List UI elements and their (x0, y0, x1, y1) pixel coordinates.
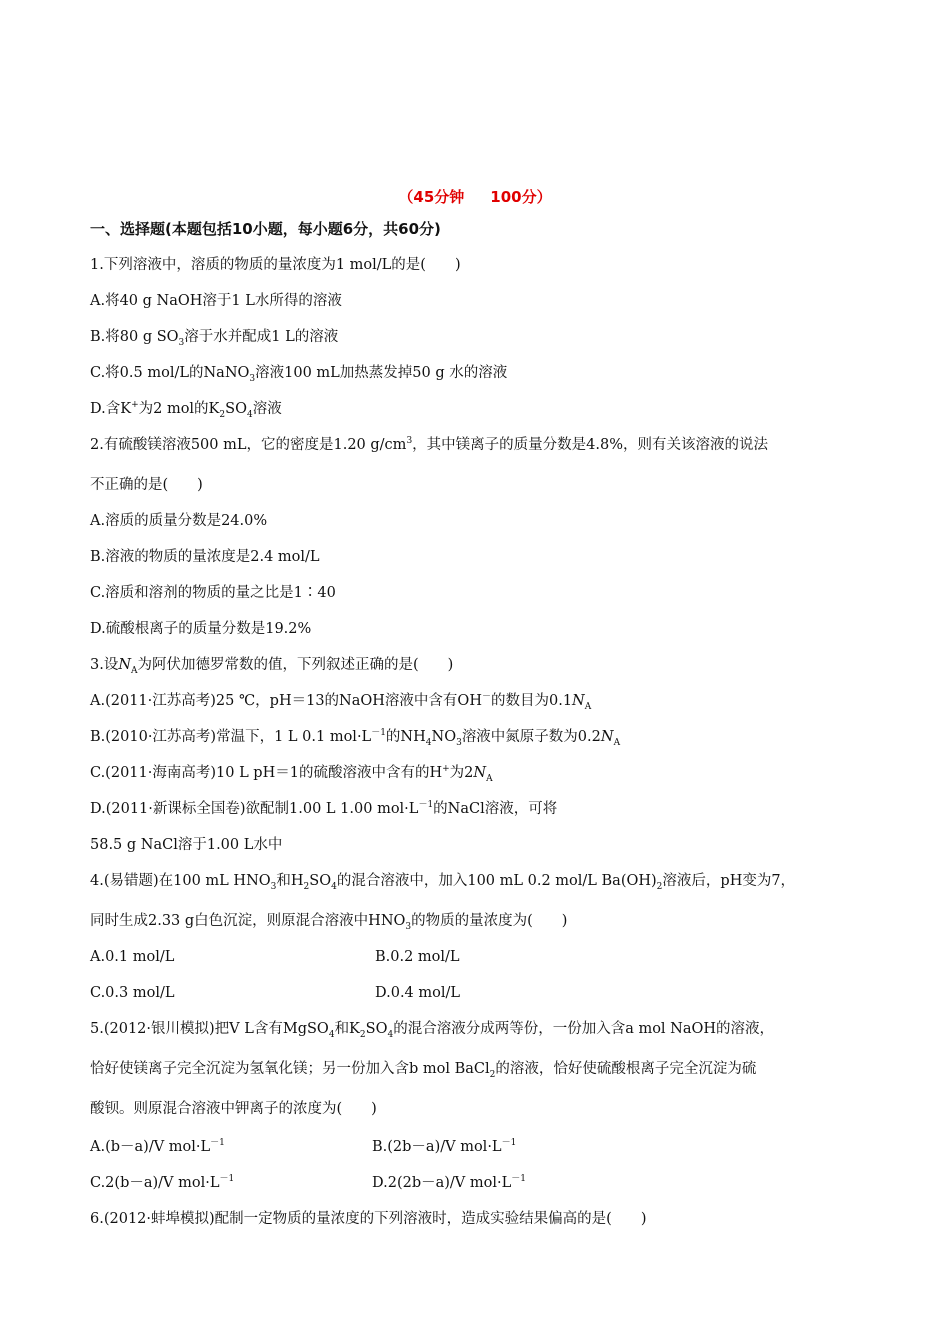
q1-option-d: D.含K+为2 mol的$K_2SO_4$溶液 (90, 400, 282, 420)
q1-option-b: B.将80 g $SO_3$溶于水并配成1 L的溶液 (90, 329, 339, 348)
q3-option-a: A.(2011·江苏高考)25 ℃，pH＝13的NaOH溶液中含有OH－的数目为$0.1N_A$ (90, 692, 592, 712)
q3-option-d-continued: 58.5 g NaCl溶于1.00 L水中 (90, 837, 283, 853)
q5-option-d: D.2(2b－a)/V $mol\cdot L^{-1}$ (372, 1174, 526, 1191)
q3-option-c: C.(2011·海南高考)10 L pH＝1的硫酸溶液中含有的H+为$2N_A$ (90, 764, 493, 784)
q2-option-c: C.溶质和溶剂的物质的量之比是1∶40 (90, 585, 336, 601)
header-time: （45分钟 (398, 188, 465, 206)
header-score: 100分） (490, 188, 552, 206)
q4-stem-continued: 同时生成2.33 g白色沉淀，则原混合溶液中$HNO_3$的物质的量浓度为( ) (90, 913, 568, 932)
q1-option-c: C.将0.5 mol/L的NaNO$_3$溶液100 mL加热蒸发掉50 g 水的溶液 (90, 365, 508, 384)
q4-stem: 4.(易错题)在100 mL $HNO_3$和$H_2SO_4$的混合溶液中，加入100 mL 0.2 mol/L $Ba(OH)_2$溶液后，pH变为7， (90, 873, 796, 892)
q5-stem-line3: 酸钡。则原混合溶液中钾离子的浓度为( ) (90, 1101, 377, 1117)
q3-option-d: D.(2011·新课标全国卷)欲配制1.00 L 1.00 $mol\cdot L^{-1}$的NaCl溶液，可将 (90, 800, 558, 817)
q5-stem: 5.(2012·银川模拟)把V L含有MgSO$_4$和$K_2SO_4$的混合溶液分成两等份，一份加入含a mol NaOH的溶液， (90, 1021, 775, 1040)
q2-stem: 2.有硫酸镁溶液500 mL，它的密度是1.20 $g/cm^3$，其中镁离子的质量分数是4.8%，则有关该溶液的说法 (90, 436, 769, 453)
q1-stem: 1.下列溶液中，溶质的物质的量浓度为1 mol/L的是( ) (90, 257, 461, 273)
q2-option-b: B.溶液的物质的量浓度是2.4 mol/L (90, 549, 320, 565)
q5-option-a: A.(b－a)/V $mol\cdot L^{-1}$ (90, 1138, 225, 1155)
q3-option-b: B.(2010·江苏高考)常温下，1 L 0.1 $mol\cdot L^{-1}$的$NH_4NO_3$溶液中氮原子数为$0.2N_A$ (90, 728, 621, 748)
q2-option-a: A.溶质的质量分数是24.0% (90, 513, 268, 529)
q5-option-c: C.2(b－a)/V $mol\cdot L^{-1}$ (90, 1174, 235, 1191)
q5-stem-line2: 恰好使镁离子完全沉淀为氢氧化镁；另一份加入含b mol BaCl$_2$的溶液，恰好使硫酸根离子完全沉淀为硫 (90, 1061, 757, 1080)
q1-option-a: A.将40 g NaOH溶于1 L水所得的溶液 (90, 293, 342, 309)
q3-stem: 3.设$N_A$为阿伏加德罗常数的值，下列叙述正确的是( ) (90, 657, 454, 676)
q4-option-c: C.0.3 mol/L (90, 985, 175, 1001)
q4-option-b: B.0.2 mol/L (375, 949, 460, 965)
q2-option-d: D.硫酸根离子的质量分数是19.2% (90, 621, 312, 637)
q4-option-a: A.0.1 mol/L (90, 949, 175, 965)
q4-option-d: D.0.4 mol/L (375, 985, 461, 1001)
q5-option-b: B.(2b－a)/V $mol\cdot L^{-1}$ (372, 1138, 517, 1155)
q6-stem: 6.(2012·蚌埠模拟)配制一定物质的量浓度的下列溶液时，造成实验结果偏高的是( ) (90, 1211, 647, 1227)
q2-stem-continued: 不正确的是( ) (90, 477, 203, 493)
time-score-header (0, 186, 950, 207)
section-title: 一、选择题(本题包括10小题，每小题6分，共60分) (90, 220, 441, 238)
